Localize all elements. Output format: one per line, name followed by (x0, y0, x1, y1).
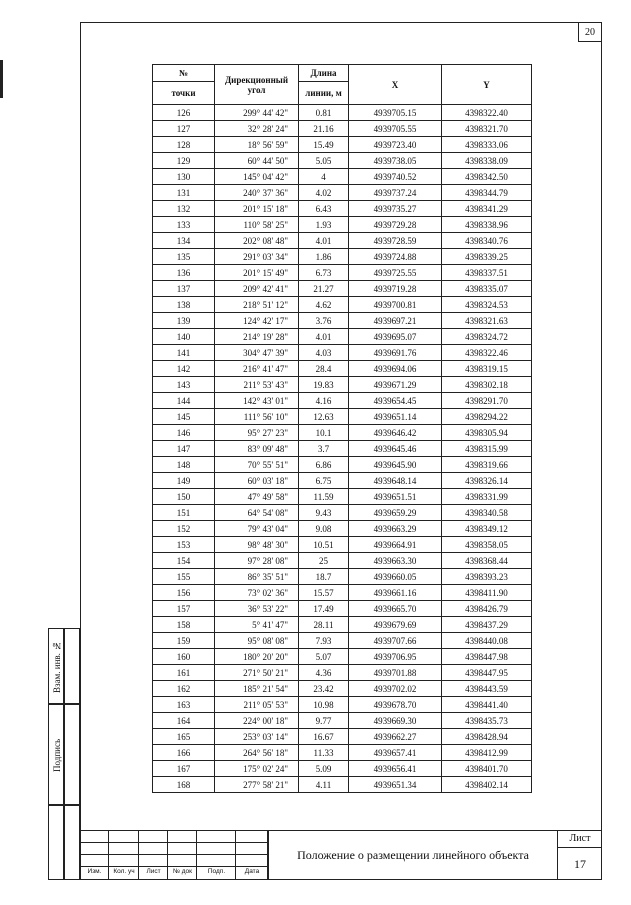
cell-y: 4398447.98 (442, 649, 532, 665)
cell-line-length: 4.11 (299, 777, 349, 793)
cell-direction-angle: 60° 03' 18" (215, 473, 299, 489)
cell-direction-angle: 95° 27' 23" (215, 425, 299, 441)
cell-y: 4398338.96 (442, 217, 532, 233)
header-no-bottom: точки (153, 82, 215, 105)
table-row (153, 473, 532, 489)
cell-y: 4398322.46 (442, 345, 532, 361)
table-row (153, 649, 532, 665)
cell-point-number: 151 (153, 505, 215, 521)
cell-direction-angle: 216° 41' 47" (215, 361, 299, 377)
cell-x: 4939706.95 (349, 649, 442, 665)
cell-x: 4939663.30 (349, 553, 442, 569)
cell-line-length: 23.42 (299, 681, 349, 697)
cell-line-length: 4.16 (299, 393, 349, 409)
side-cell-vzam-value (64, 628, 80, 704)
table-row (153, 665, 532, 681)
cell-y: 4398335.07 (442, 281, 532, 297)
cell-line-length: 15.57 (299, 585, 349, 601)
table-row (153, 537, 532, 553)
cell-y: 4398326.14 (442, 473, 532, 489)
table-row (153, 745, 532, 761)
cell-line-length: 21.27 (299, 281, 349, 297)
cell-point-number: 134 (153, 233, 215, 249)
cell-direction-angle: 60° 44' 50" (215, 153, 299, 169)
cell-line-length: 4.01 (299, 233, 349, 249)
side-cell-podpis-value (64, 704, 80, 805)
table-row (153, 425, 532, 441)
cell-point-number: 149 (153, 473, 215, 489)
side-stamp (48, 628, 80, 880)
cell-line-length: 3.7 (299, 441, 349, 457)
cell-point-number: 127 (153, 121, 215, 137)
table-row (153, 457, 532, 473)
table-row (153, 217, 532, 233)
cell-x: 4939665.70 (349, 601, 442, 617)
cell-x: 4939729.28 (349, 217, 442, 233)
cell-point-number: 146 (153, 425, 215, 441)
cell-x: 4939702.02 (349, 681, 442, 697)
cell-direction-angle: 70° 55' 51" (215, 457, 299, 473)
cell-direction-angle: 110° 58' 25" (215, 217, 299, 233)
cell-direction-angle: 142° 43' 01" (215, 393, 299, 409)
cell-point-number: 130 (153, 169, 215, 185)
table-row (153, 281, 532, 297)
cell-direction-angle: 277° 58' 21" (215, 777, 299, 793)
cell-x: 4939700.81 (349, 297, 442, 313)
cell-x: 4939664.91 (349, 537, 442, 553)
vzam-label: Взам. инв. № (52, 640, 62, 694)
table-row (153, 393, 532, 409)
cell-line-length: 21.16 (299, 121, 349, 137)
cell-line-length: 3.76 (299, 313, 349, 329)
cell-direction-angle: 73° 02' 36" (215, 585, 299, 601)
table-row (153, 185, 532, 201)
cell-point-number: 156 (153, 585, 215, 601)
cell-line-length: 9.77 (299, 713, 349, 729)
cell-point-number: 150 (153, 489, 215, 505)
cell-point-number: 133 (153, 217, 215, 233)
cell-y: 4398402.14 (442, 777, 532, 793)
table-row (153, 681, 532, 697)
cell-x: 4939679.69 (349, 617, 442, 633)
table-row (153, 761, 532, 777)
header-length-top: Длина (299, 65, 349, 82)
cell-line-length: 11.59 (299, 489, 349, 505)
table-row (153, 297, 532, 313)
cell-x: 4939694.06 (349, 361, 442, 377)
cell-line-length: 19.83 (299, 377, 349, 393)
table-row (153, 201, 532, 217)
cell-x: 4939662.27 (349, 729, 442, 745)
table-row (153, 585, 532, 601)
table-body (153, 105, 532, 793)
cell-direction-angle: 209° 42' 41" (215, 281, 299, 297)
label-list: Лист (146, 868, 161, 875)
header-length-bottom: линии, м (299, 82, 349, 105)
cell-point-number: 138 (153, 297, 215, 313)
cell-point-number: 145 (153, 409, 215, 425)
cell-direction-angle: 124° 42' 17" (215, 313, 299, 329)
table-row (153, 361, 532, 377)
cell-direction-angle: 175° 02' 24" (215, 761, 299, 777)
cell-y: 4398315.99 (442, 441, 532, 457)
cell-y: 4398401.70 (442, 761, 532, 777)
cell-x: 4939659.29 (349, 505, 442, 521)
cell-direction-angle: 18° 56' 59" (215, 137, 299, 153)
table-row (153, 313, 532, 329)
cell-line-length: 10.51 (299, 537, 349, 553)
cell-y: 4398337.51 (442, 265, 532, 281)
cell-x: 4939669.30 (349, 713, 442, 729)
cell-y: 4398393.23 (442, 569, 532, 585)
cell-point-number: 140 (153, 329, 215, 345)
cell-x: 4939657.41 (349, 745, 442, 761)
sheet-number: 17 (574, 856, 586, 871)
cell-line-length: 4.02 (299, 185, 349, 201)
title-block (80, 830, 602, 880)
cell-point-number: 136 (153, 265, 215, 281)
cell-point-number: 137 (153, 281, 215, 297)
table-row (153, 521, 532, 537)
cell-x: 4939671.29 (349, 377, 442, 393)
cell-direction-angle: 111° 56' 10" (215, 409, 299, 425)
cell-direction-angle: 83° 09' 48" (215, 441, 299, 457)
cell-x: 4939707.66 (349, 633, 442, 649)
cell-y: 4398324.72 (442, 329, 532, 345)
side-cell-inv-value (64, 805, 80, 880)
header-x: X (349, 65, 442, 105)
cell-y: 4398338.09 (442, 153, 532, 169)
cell-line-length: 4 (299, 169, 349, 185)
cell-point-number: 158 (153, 617, 215, 633)
cell-x: 4939725.55 (349, 265, 442, 281)
table-row (153, 569, 532, 585)
cell-x: 4939705.55 (349, 121, 442, 137)
cell-y: 4398443.59 (442, 681, 532, 697)
cell-line-length: 4.03 (299, 345, 349, 361)
cell-line-length: 15.49 (299, 137, 349, 153)
cell-x: 4939645.46 (349, 441, 442, 457)
cell-point-number: 132 (153, 201, 215, 217)
label-podp: Подп. (207, 868, 226, 875)
cell-x: 4939738.05 (349, 153, 442, 169)
table-row (153, 489, 532, 505)
cell-x: 4939651.34 (349, 777, 442, 793)
cell-x: 4939737.24 (349, 185, 442, 201)
cell-point-number: 142 (153, 361, 215, 377)
cell-direction-angle: 47° 49' 58" (215, 489, 299, 505)
cell-direction-angle: 5° 41' 47" (215, 617, 299, 633)
cell-line-length: 5.07 (299, 649, 349, 665)
cell-point-number: 148 (153, 457, 215, 473)
cell-direction-angle: 202° 08' 48" (215, 233, 299, 249)
table-row (153, 345, 532, 361)
table-row (153, 233, 532, 249)
cell-direction-angle: 211° 05' 53" (215, 697, 299, 713)
table-row (153, 617, 532, 633)
cell-direction-angle: 95° 08' 08" (215, 633, 299, 649)
cell-x: 4939646.42 (349, 425, 442, 441)
cell-direction-angle: 201° 15' 18" (215, 201, 299, 217)
cell-y: 4398437.29 (442, 617, 532, 633)
cell-point-number: 164 (153, 713, 215, 729)
cell-line-length: 6.73 (299, 265, 349, 281)
cell-direction-angle: 271° 50' 21" (215, 665, 299, 681)
cell-y: 4398412.99 (442, 745, 532, 761)
cell-direction-angle: 145° 04' 42" (215, 169, 299, 185)
cell-y: 4398358.05 (442, 537, 532, 553)
table-row (153, 153, 532, 169)
sheet-box (558, 830, 602, 880)
cell-y: 4398294.22 (442, 409, 532, 425)
cell-point-number: 128 (153, 137, 215, 153)
cell-direction-angle: 98° 48' 30" (215, 537, 299, 553)
cell-direction-angle: 201° 15' 49" (215, 265, 299, 281)
cell-y: 4398302.18 (442, 377, 532, 393)
cell-x: 4939645.90 (349, 457, 442, 473)
side-cell-vzam (48, 628, 64, 704)
cell-y: 4398291.70 (442, 393, 532, 409)
cell-direction-angle: 97° 28' 08" (215, 553, 299, 569)
cell-line-length: 6.75 (299, 473, 349, 489)
cell-y: 4398368.44 (442, 553, 532, 569)
cell-x: 4939724.88 (349, 249, 442, 265)
cell-direction-angle: 79° 43' 04" (215, 521, 299, 537)
cell-x: 4939661.16 (349, 585, 442, 601)
cell-direction-angle: 180° 20' 20" (215, 649, 299, 665)
side-cell-podpis (48, 704, 64, 805)
cell-x: 4939695.07 (349, 329, 442, 345)
cell-line-length: 4.01 (299, 329, 349, 345)
cell-x: 4939740.52 (349, 169, 442, 185)
cell-line-length: 5.05 (299, 153, 349, 169)
document-title: Положение о размещении линейного объекта (268, 830, 558, 880)
header-angle: Дирекционный угол (215, 65, 299, 105)
cell-line-length: 7.93 (299, 633, 349, 649)
cell-x: 4939678.70 (349, 697, 442, 713)
side-cell-inv (48, 805, 64, 880)
cell-point-number: 141 (153, 345, 215, 361)
cell-direction-angle: 240° 37' 36" (215, 185, 299, 201)
cell-y: 4398344.79 (442, 185, 532, 201)
table-row (153, 441, 532, 457)
cell-y: 4398319.66 (442, 457, 532, 473)
cell-point-number: 167 (153, 761, 215, 777)
cell-line-length: 18.7 (299, 569, 349, 585)
label-no-dok: № док (172, 868, 193, 875)
cell-x: 4939728.59 (349, 233, 442, 249)
cell-y: 4398340.76 (442, 233, 532, 249)
cell-y: 4398319.15 (442, 361, 532, 377)
cell-direction-angle: 299° 44' 42" (215, 105, 299, 121)
cell-x: 4939719.28 (349, 281, 442, 297)
cell-direction-angle: 218° 51' 12" (215, 297, 299, 313)
cell-line-length: 11.33 (299, 745, 349, 761)
cell-x: 4939656.41 (349, 761, 442, 777)
cell-line-length: 1.93 (299, 217, 349, 233)
cell-point-number: 139 (153, 313, 215, 329)
table-row (153, 409, 532, 425)
cell-point-number: 163 (153, 697, 215, 713)
cell-y: 4398324.53 (442, 297, 532, 313)
header-no-top: № (153, 65, 215, 82)
cell-direction-angle: 253° 03' 14" (215, 729, 299, 745)
cell-x: 4939697.21 (349, 313, 442, 329)
cell-direction-angle: 291° 03' 34" (215, 249, 299, 265)
cell-y: 4398428.94 (442, 729, 532, 745)
cell-x: 4939705.15 (349, 105, 442, 121)
cell-direction-angle: 214° 19' 28" (215, 329, 299, 345)
cell-y: 4398441.40 (442, 697, 532, 713)
cell-y: 4398321.70 (442, 121, 532, 137)
cell-x: 4939723.40 (349, 137, 442, 153)
cell-point-number: 143 (153, 377, 215, 393)
table-row (153, 697, 532, 713)
podpis-label: Подпись (52, 738, 62, 773)
cell-point-number: 162 (153, 681, 215, 697)
label-kol-uch: Кол. уч (113, 868, 135, 875)
table-row (153, 265, 532, 281)
cell-direction-angle: 64° 54' 08" (215, 505, 299, 521)
cell-line-length: 16.67 (299, 729, 349, 745)
cell-y: 4398333.06 (442, 137, 532, 153)
cell-point-number: 147 (153, 441, 215, 457)
cell-y: 4398342.50 (442, 169, 532, 185)
cell-x: 4939651.51 (349, 489, 442, 505)
cell-direction-angle: 32° 28' 24" (215, 121, 299, 137)
cell-line-length: 10.98 (299, 697, 349, 713)
header-y: Y (442, 65, 532, 105)
cell-point-number: 129 (153, 153, 215, 169)
cell-y: 4398447.95 (442, 665, 532, 681)
cell-point-number: 144 (153, 393, 215, 409)
binding-mark (0, 60, 3, 98)
cell-direction-angle: 264° 56' 18" (215, 745, 299, 761)
cell-line-length: 4.62 (299, 297, 349, 313)
cell-point-number: 155 (153, 569, 215, 585)
cell-point-number: 168 (153, 777, 215, 793)
revision-grid (80, 830, 268, 880)
table-row (153, 729, 532, 745)
cell-y: 4398440.08 (442, 633, 532, 649)
cell-y: 4398426.79 (442, 601, 532, 617)
cell-x: 4939660.05 (349, 569, 442, 585)
cell-point-number: 152 (153, 521, 215, 537)
cell-y: 4398339.25 (442, 249, 532, 265)
cell-x: 4939654.45 (349, 393, 442, 409)
table-row (153, 601, 532, 617)
cell-y: 4398322.40 (442, 105, 532, 121)
cell-point-number: 161 (153, 665, 215, 681)
coordinates-table (152, 64, 532, 793)
cell-y: 4398305.94 (442, 425, 532, 441)
page-number: 20 (578, 22, 602, 42)
table-row (153, 553, 532, 569)
cell-line-length: 10.1 (299, 425, 349, 441)
cell-line-length: 12.63 (299, 409, 349, 425)
cell-line-length: 5.09 (299, 761, 349, 777)
cell-line-length: 6.86 (299, 457, 349, 473)
table-row (153, 249, 532, 265)
cell-point-number: 131 (153, 185, 215, 201)
cell-point-number: 160 (153, 649, 215, 665)
cell-y: 4398341.29 (442, 201, 532, 217)
table-row (153, 169, 532, 185)
table-row (153, 777, 532, 793)
cell-point-number: 166 (153, 745, 215, 761)
table-row (153, 121, 532, 137)
cell-point-number: 126 (153, 105, 215, 121)
cell-direction-angle: 211° 53' 43" (215, 377, 299, 393)
label-data: Дата (244, 868, 260, 875)
label-izm: Изм. (87, 868, 102, 875)
cell-x: 4939663.29 (349, 521, 442, 537)
cell-x: 4939691.76 (349, 345, 442, 361)
cell-line-length: 9.08 (299, 521, 349, 537)
cell-x: 4939735.27 (349, 201, 442, 217)
cell-direction-angle: 304° 47' 39" (215, 345, 299, 361)
cell-direction-angle: 86° 35' 51" (215, 569, 299, 585)
cell-line-length: 4.36 (299, 665, 349, 681)
cell-x: 4939701.88 (349, 665, 442, 681)
cell-line-length: 9.43 (299, 505, 349, 521)
table-row (153, 105, 532, 121)
table-row (153, 505, 532, 521)
cell-direction-angle: 224° 00' 18" (215, 713, 299, 729)
cell-direction-angle: 185° 21' 54" (215, 681, 299, 697)
cell-y: 4398321.63 (442, 313, 532, 329)
table-row (153, 633, 532, 649)
cell-point-number: 159 (153, 633, 215, 649)
cell-x: 4939651.14 (349, 409, 442, 425)
header-row-1 (153, 65, 532, 82)
cell-y: 4398340.58 (442, 505, 532, 521)
table-row (153, 329, 532, 345)
table-row (153, 377, 532, 393)
cell-line-length: 1.86 (299, 249, 349, 265)
sheet-label: Лист (558, 830, 602, 848)
cell-line-length: 25 (299, 553, 349, 569)
cell-point-number: 165 (153, 729, 215, 745)
cell-line-length: 28.4 (299, 361, 349, 377)
cell-line-length: 6.43 (299, 201, 349, 217)
cell-line-length: 0.81 (299, 105, 349, 121)
cell-y: 4398331.99 (442, 489, 532, 505)
cell-point-number: 153 (153, 537, 215, 553)
cell-point-number: 154 (153, 553, 215, 569)
cell-point-number: 157 (153, 601, 215, 617)
table-row (153, 713, 532, 729)
cell-line-length: 17.49 (299, 601, 349, 617)
cell-y: 4398411.90 (442, 585, 532, 601)
table-row (153, 137, 532, 153)
cell-y: 4398349.12 (442, 521, 532, 537)
cell-line-length: 28.11 (299, 617, 349, 633)
cell-point-number: 135 (153, 249, 215, 265)
cell-x: 4939648.14 (349, 473, 442, 489)
cell-direction-angle: 36° 53' 22" (215, 601, 299, 617)
cell-y: 4398435.73 (442, 713, 532, 729)
